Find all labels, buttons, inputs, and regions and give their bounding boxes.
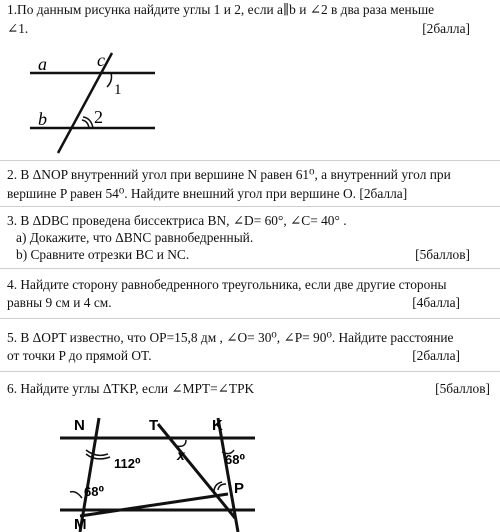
task4-points: [4балла] <box>412 295 460 310</box>
label-x: x <box>177 447 185 463</box>
angle1-arc <box>107 73 112 87</box>
task5-text-line2: от точки P до прямой OT. <box>7 348 152 363</box>
angle-112-arc1 <box>86 450 108 455</box>
task5-text-line1: 5. В ΔOPT известно, что OP=15,8 дм , ∠O= 30⁰, ∠P= 90⁰. Найдите расстояние <box>7 330 454 345</box>
task1-text-line1: 1.По данным рисунка найдите углы 1 и 2, если a∥b и ∠2 в два раза меньше <box>7 2 435 17</box>
label-angle2: 2 <box>94 107 103 127</box>
task6-points: [5баллов] <box>435 381 490 396</box>
task5-points: [2балла] <box>412 348 460 363</box>
label-K: K <box>212 417 223 434</box>
label-N: N <box>74 417 85 434</box>
angle-68-left-arc <box>70 492 82 498</box>
divider <box>0 318 500 319</box>
task6-figure <box>0 400 500 532</box>
divider <box>0 206 500 207</box>
label-T: T <box>149 417 159 434</box>
line-KP <box>218 418 238 532</box>
label-112: 112⁰ <box>114 456 141 471</box>
label-P: P <box>234 480 245 497</box>
task4-text-line1: 4. Найдите сторону равнобедренного треугольника, если две другие стороны <box>7 277 447 292</box>
angle-MPT-arc1 <box>214 482 222 492</box>
label-68-left: 68⁰ <box>84 484 105 499</box>
label-68-right: 68⁰ <box>225 452 246 467</box>
task3-text-line1: 3. В ΔDBC проведена биссектриса BN, ∠D= 60°, ∠C= 40° . <box>7 213 347 228</box>
label-c: c <box>97 50 105 70</box>
label-a: a <box>38 54 47 74</box>
task2-text-line1: 2. В ΔNOP внутренний угол при вершине N равен 61⁰, а внутренний угол при <box>7 167 451 182</box>
label-angle1: 1 <box>114 82 122 98</box>
divider <box>0 160 500 161</box>
task1-text-line2: ∠1. <box>7 21 29 36</box>
angle-MPT-arc2 <box>218 484 226 490</box>
task3-points: [5баллов] <box>415 247 470 262</box>
task3-text-line2: а) Докажите, что ΔBNC равнобедренный. <box>16 230 254 245</box>
task1-figure <box>0 0 500 160</box>
task1-points: [2балла] <box>422 21 470 36</box>
label-b: b <box>38 109 47 129</box>
task6-text-line1: 6. Найдите углы ΔTKP, если ∠MPT=∠TPK <box>7 381 255 396</box>
task4-text-line2: равны 9 см и 4 см. <box>7 295 112 310</box>
divider <box>0 371 500 372</box>
task2-text-line2: вершине P равен 54⁰. Найдите внешний угол при вершине О. [2балла] <box>7 186 408 201</box>
divider <box>0 268 500 269</box>
task3-text-line3: b) Сравните отрезки BC и NC. <box>16 247 190 262</box>
label-M: M <box>74 516 87 532</box>
